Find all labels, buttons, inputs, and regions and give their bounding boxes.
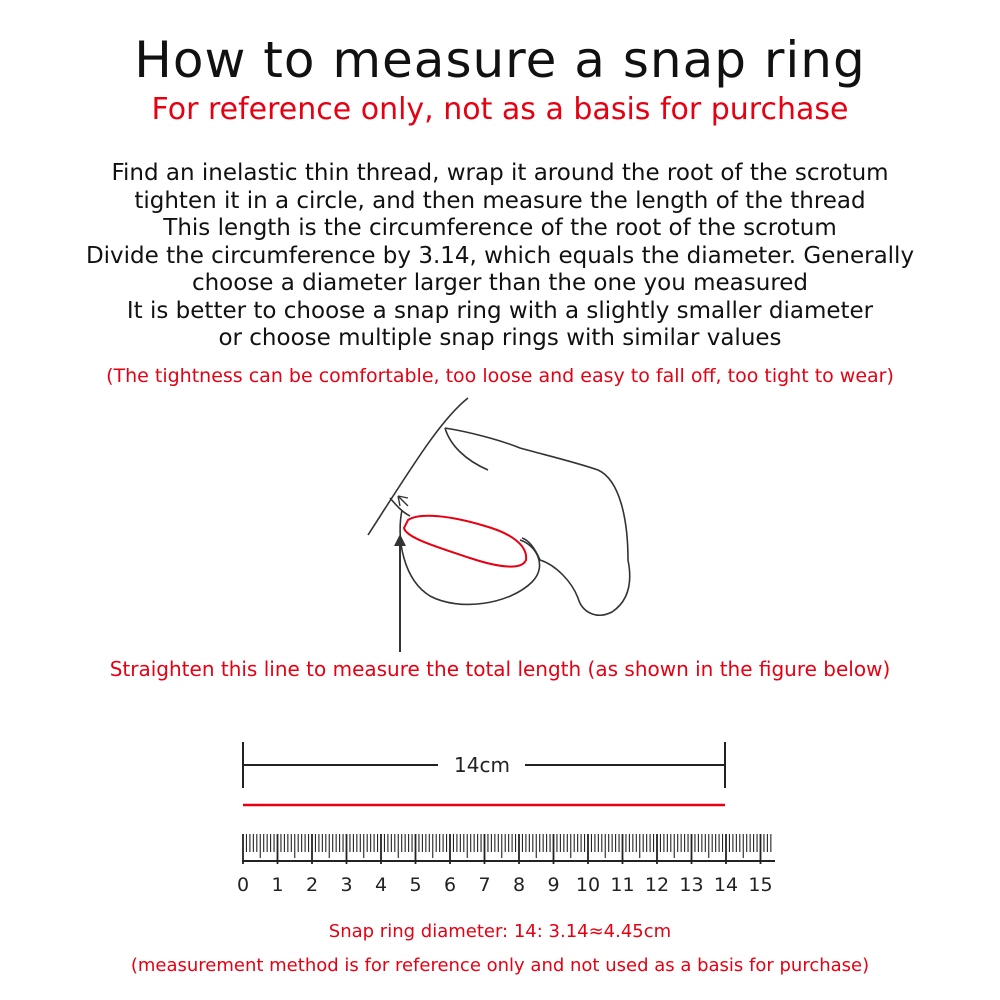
ruler-tick-label: 2: [305, 874, 319, 896]
instruction-line: This length is the circumference of the root of the scrotum: [163, 215, 837, 241]
length-label: 14cm: [454, 753, 510, 777]
shaft-inner: [445, 428, 488, 470]
disclaimer-subtitle: For reference only, not as a basis for purchase: [151, 92, 849, 127]
pointer-arrow: [394, 534, 406, 652]
instruction-line: Find an inelastic thin thread, wrap it around the root of the scrotum: [111, 160, 889, 186]
ruler-tick-label: 3: [340, 874, 353, 896]
straighten-caption: Straighten this line to measure the total length (as shown in the figure below): [109, 657, 891, 681]
footnote: (measurement method is for reference only and not used as a basis for purchase): [130, 955, 870, 976]
ruler-tick-label: 11: [610, 874, 635, 896]
ruler-tick-label: 4: [374, 874, 388, 896]
tightness-note: (The tightness can be comfortable, too loose and easy to fall off, too tight to wear): [106, 365, 894, 387]
instruction-line: Divide the circumference by 3.14, which equals the diameter. Generally: [85, 242, 915, 269]
thread-ring: [404, 516, 526, 567]
ruler-tick-label: 13: [679, 874, 704, 896]
ruler-tick-label: 1: [271, 874, 284, 896]
ruler-tick-label: 8: [512, 874, 526, 896]
instruction-line: or choose multiple snap rings with similar values: [218, 325, 782, 351]
ruler: [237, 834, 775, 896]
ruler-tick-label: 9: [547, 874, 560, 896]
thread-indicator: [398, 496, 526, 567]
ruler-tick-label: 6: [443, 874, 457, 896]
ruler-tick-label: 10: [575, 874, 601, 896]
instruction-line: tighten it in a circle, and then measure the length of the thread: [134, 187, 866, 214]
small-arrow-icon: [398, 496, 408, 506]
instruction-line: It is better to choose a snap ring with a slightly smaller diameter: [126, 297, 874, 324]
arrow-up-icon: [394, 534, 406, 546]
ruler-tick-label: 15: [748, 874, 773, 896]
anatomy-outline: [368, 398, 630, 615]
diameter-result: Snap ring diameter: 14: 3.14≈4.45cm: [328, 921, 672, 942]
instruction-line: choose a diameter larger than the one you measured: [191, 270, 809, 296]
crease: [390, 498, 410, 516]
ruler-labels: [237, 874, 773, 896]
ruler-tick-label: 7: [478, 874, 491, 896]
ruler-tick-label: 0: [236, 874, 250, 896]
ruler-tick-label: 5: [409, 874, 422, 896]
ruler-tick-label: 14: [713, 874, 739, 896]
ruler-tick-label: 12: [644, 874, 670, 896]
body-contour: [368, 398, 468, 535]
ruler-ticks: [243, 834, 771, 864]
page-title: How to measure a snap ring: [134, 31, 866, 89]
